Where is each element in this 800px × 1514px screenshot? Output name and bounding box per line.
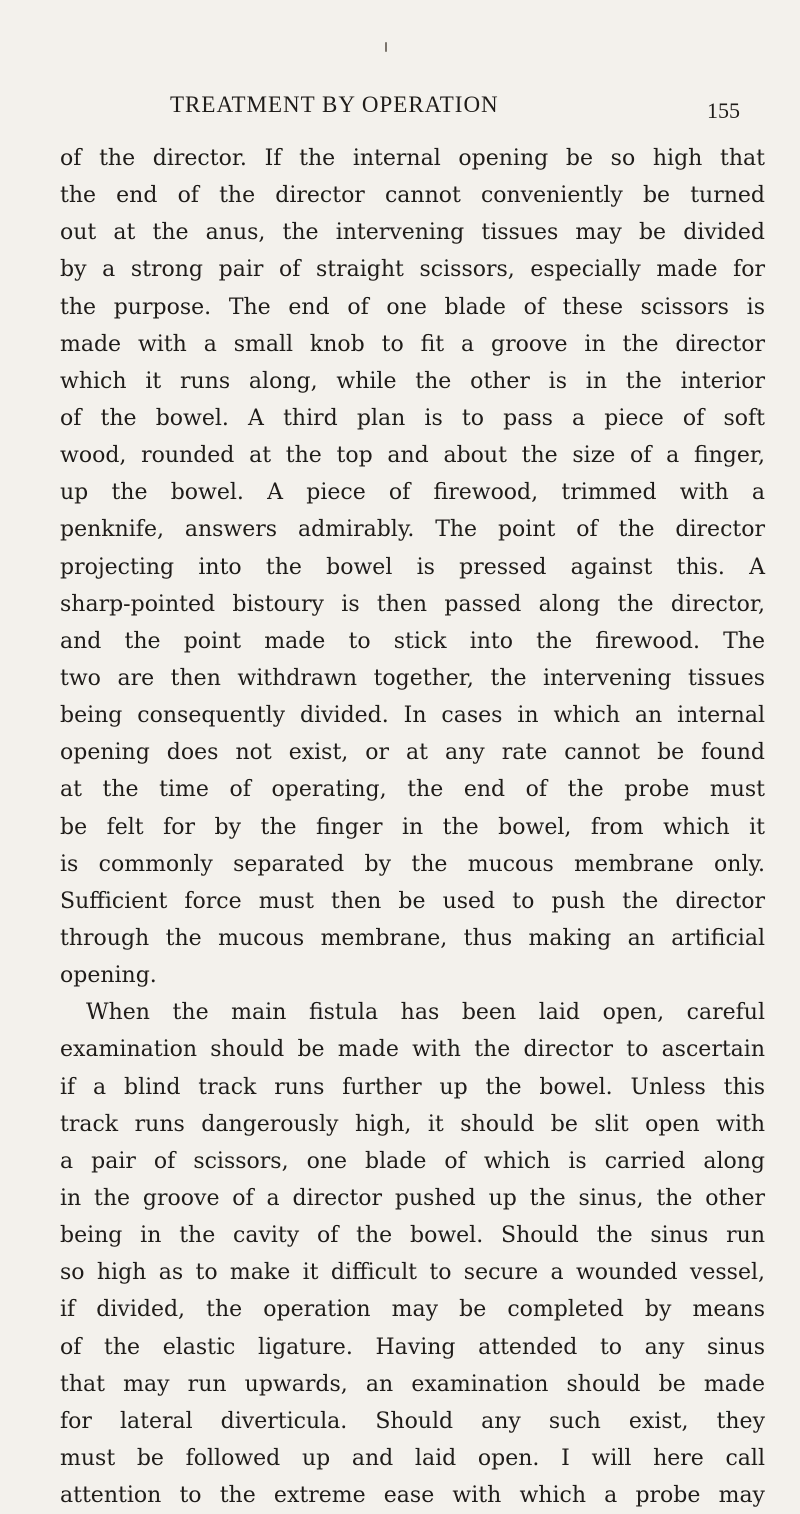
text-line: opening does not exist, or at any rate cannot be found — [60, 740, 765, 766]
text-line: of the director. If the internal opening be so high that — [60, 146, 765, 171]
text-line: at the time of operating, the end of the probe must — [60, 777, 765, 803]
text-line: out at the anus, the intervening tissues may be divided — [60, 220, 765, 246]
text-line: penknife, answers admirably. The point of the director — [60, 517, 765, 543]
text-line: is commonly separated by the mucous membrane only. — [60, 851, 765, 877]
text-line: being consequently divided. In cases in which an internal — [60, 703, 765, 729]
text-line: Sufficient force must then be used to push the director — [60, 888, 765, 914]
page-number: 155 — [707, 98, 740, 123]
text-line: by a strong pair of straight scissors, especially made for — [60, 257, 765, 283]
text-line: be felt for by the finger in the bowel, from which it — [60, 814, 765, 840]
text-line: a pair of scissors, one blade of which is carried along — [60, 1148, 765, 1174]
print-speck — [385, 42, 387, 52]
text-line: if divided, the operation may be completed by means — [60, 1297, 765, 1323]
text-line: wood, rounded at the top and about the size of a finger, — [60, 443, 765, 469]
text-line: track runs dangerously high, it should be slit open with — [60, 1111, 765, 1137]
text-line: being in the cavity of the bowel. Should the sinus run — [60, 1223, 765, 1249]
text-line: of the elastic ligature. Having attended to any sinus — [60, 1334, 765, 1360]
text-line: so high as to make it difficult to secure a wounded vessel, — [60, 1260, 765, 1286]
text-line: in the groove of a director pushed up the sinus, the other — [60, 1185, 765, 1211]
text-line: sharp-pointed bistoury is then passed along the director, — [60, 591, 765, 617]
text-line: up the bowel. A piece of firewood, trimmed with a — [60, 480, 765, 506]
text-line: opening. — [60, 963, 157, 989]
text-line: When the main fistula has been laid open, careful — [86, 1000, 765, 1026]
text-line: that may run upwards, an examination should be made — [60, 1371, 765, 1397]
text-line: projecting into the bowel is pressed against this. A — [60, 554, 765, 580]
text-line: attention to the extreme ease with which a probe may — [60, 1483, 765, 1509]
text-line: if a blind track runs further up the bowel. Unless this — [60, 1074, 765, 1100]
text-line: two are then withdrawn together, the intervening tissues — [60, 665, 765, 691]
text-line: of the bowel. A third plan is to pass a piece of soft — [60, 405, 765, 431]
text-line: the purpose. The end of one blade of these scissors is — [60, 294, 765, 320]
text-line: the end of the director cannot conveniently be turned — [60, 183, 765, 209]
text-line: through the mucous membrane, thus making an artificial — [60, 925, 765, 951]
running-title: TREATMENT BY OPERATION — [170, 92, 499, 117]
text-line: made with a small knob to fit a groove in the director — [60, 331, 765, 357]
text-line: must be followed up and laid open. I will here call — [60, 1445, 765, 1471]
text-line: which it runs along, while the other is in the interior — [60, 368, 765, 394]
body-text — [60, 140, 765, 1514]
text-line: examination should be made with the director to ascertain — [60, 1037, 765, 1063]
text-line: for lateral diverticula. Should any such exist, they — [60, 1408, 765, 1434]
text-line: and the point made to stick into the firewood. The — [60, 628, 765, 654]
